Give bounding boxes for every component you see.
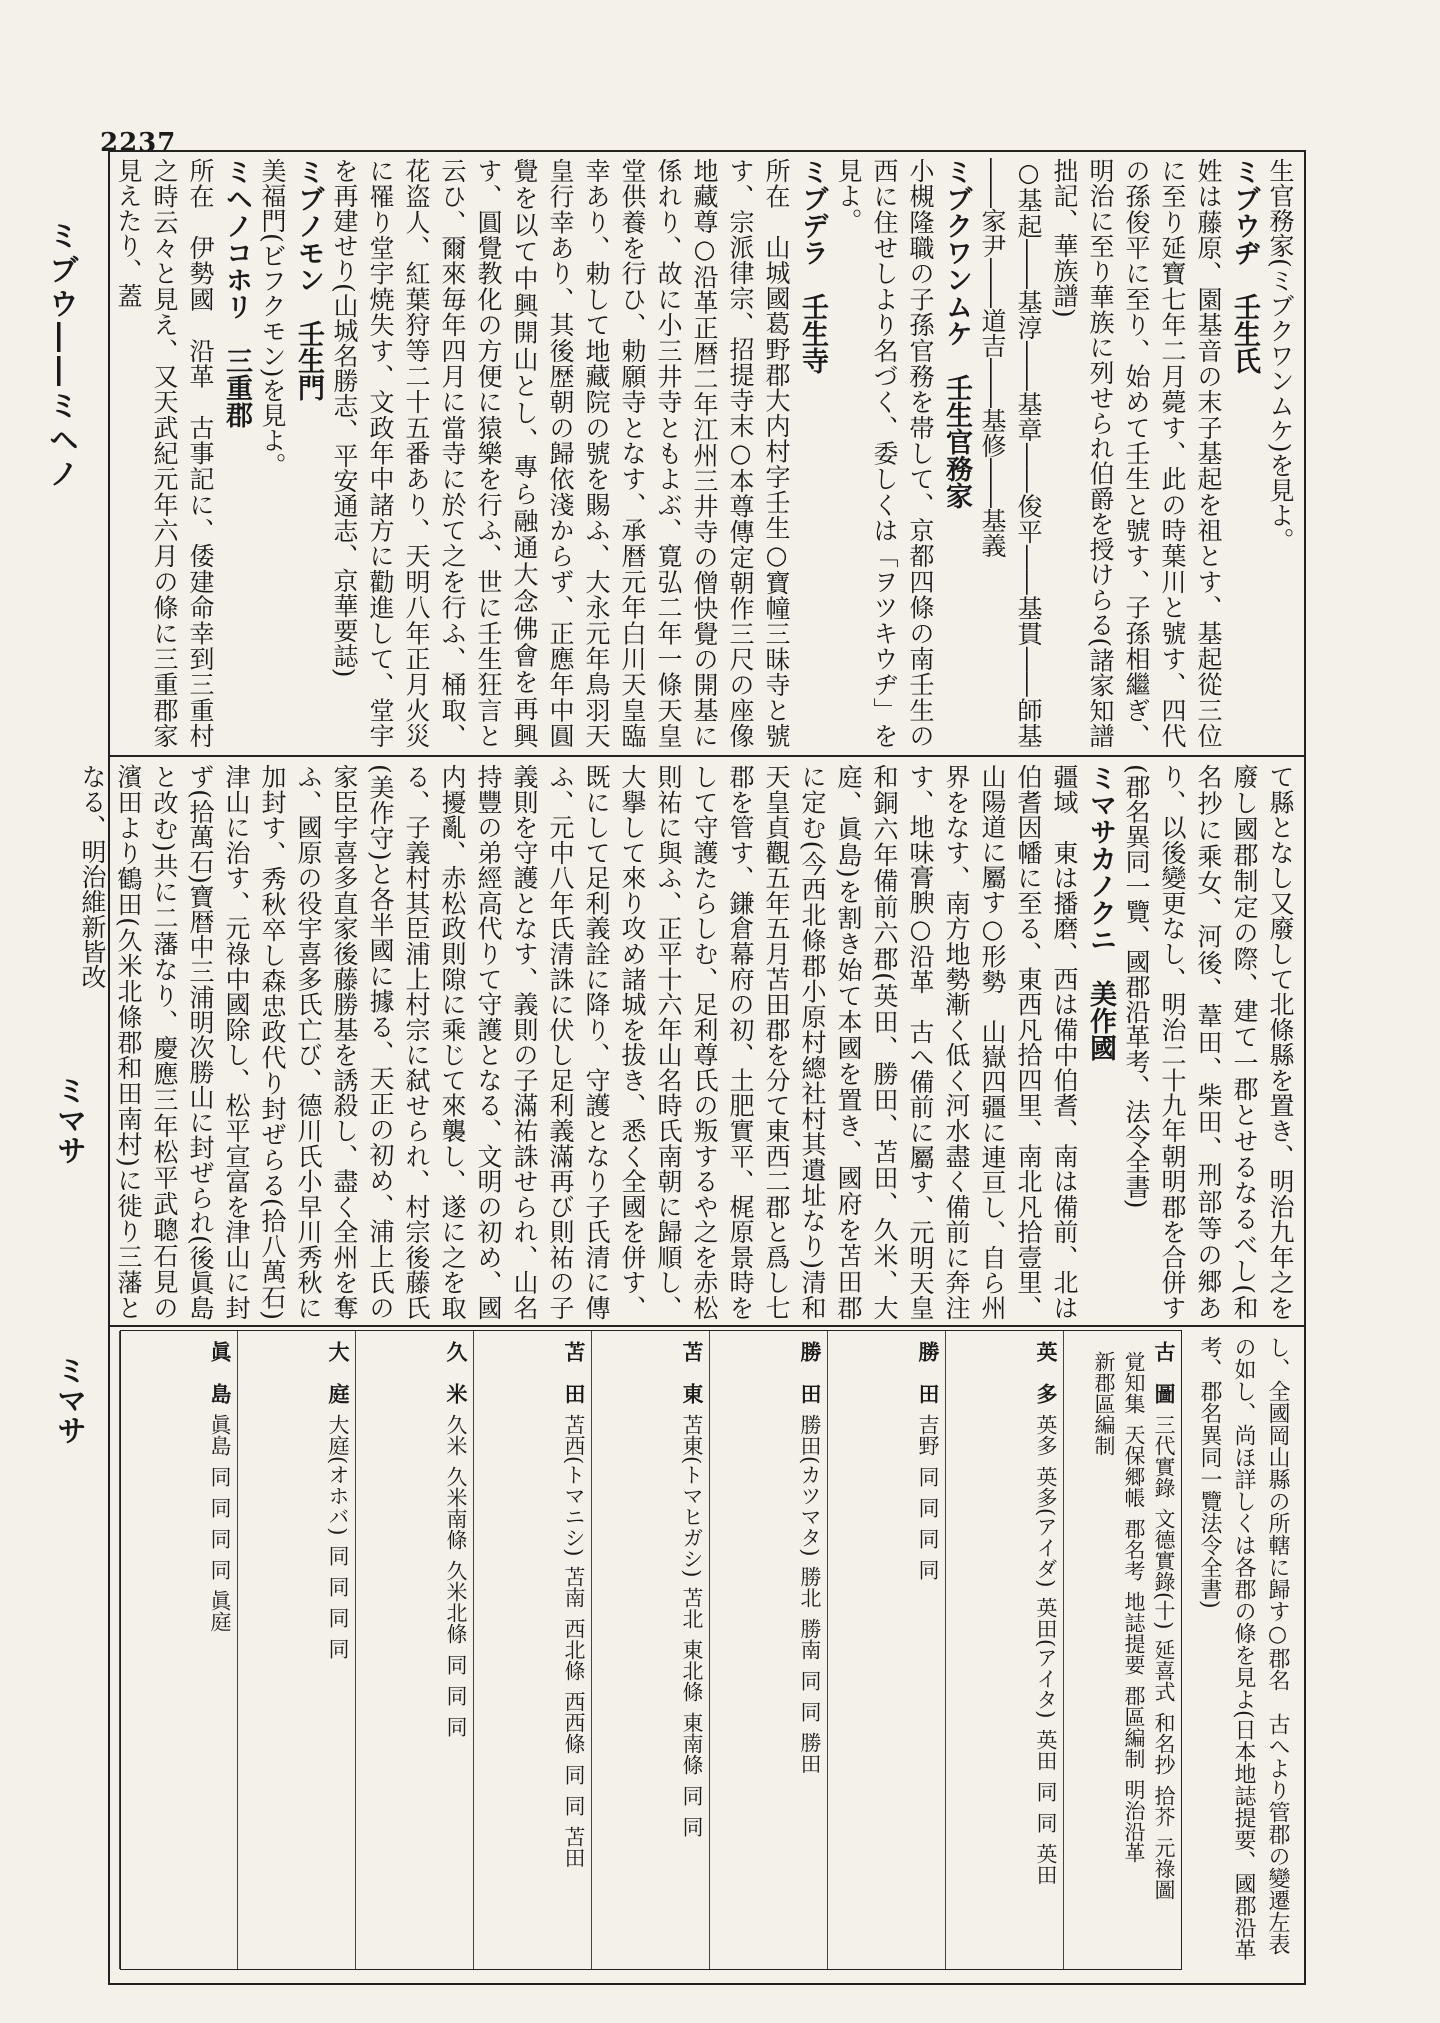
table-column-head: 古 圖 (1152, 1341, 1177, 1404)
table-note: し、全國岡山縣の所轄に歸す○郡名 古へより管郡の變遷左表の如し、尚ほ詳しくは各郡の條を見よ(日本地誌提要、國郡沿革考、郡名異同一覽法令全書) (1197, 1336, 1290, 1961)
running-head: ミブウ――ミヘノ (43, 220, 78, 492)
table-cell: 同 (680, 1785, 704, 1807)
table-column (591, 1331, 709, 1969)
top-entry-heading: ミヘノコホリ 三重郡 (221, 158, 252, 428)
table-cell: 久米南條 (444, 1466, 468, 1550)
table-cell: 眞島 (208, 1414, 232, 1456)
top-entry-text: 所在 山城國葛野郡大内村字壬生○寶幢三昧寺と號す、宗派律宗、招提寺末○本尊傳定朝作三尺の座像地藏尊○沿革正暦二年江州三井寺の僧快覺の開基に係れり、故に小三井寺ともよぶ、寛弘二年一條天皇堂供養を行ひ、勅願寺となす、承暦元年白川天皇臨幸あり、勅して地藏院の號を賜ふ、大永元年鳥羽天皇行幸あり、其後歴朝の歸依淺からず、正應年中圓覺を以て中興開山とし、專ら融通大念佛會を再興す、圓覺教化の方便に猿樂を行ふ、世に壬生狂言と云ひ、爾來毎年四月に當寺に於て之を行ふ、桶取、花盗人、紅葉狩等二十五番あり、天明八年正月火災に罹り堂宇焼失す、文政年中諸方に勸進して、堂宇を再建せり(山城名勝志、平安通志、京華要誌) (330, 158, 791, 749)
table-column (119, 1331, 237, 1969)
table-cell: 苫北 (680, 1587, 704, 1630)
table-cell: 同 (444, 1716, 468, 1737)
side-label-bottom: ミマサ (51, 1355, 86, 1445)
middle-section (78, 764, 1298, 1320)
table-cell: 同 (444, 1654, 468, 1675)
table-cell: 同 (444, 1685, 468, 1706)
table-cell: 文德實錄(十) (1152, 1508, 1176, 1630)
table-column-head: 眞 島 (208, 1341, 233, 1404)
table-cell: 地誌提要 (1122, 1591, 1146, 1675)
table-cell: 勝南 (798, 1618, 822, 1661)
table-cell: 苫東(トマヒガシ) (680, 1414, 704, 1578)
table-cell: 同 (798, 1670, 822, 1692)
county-table (120, 1330, 1182, 1970)
top-entry-heading: ミブクワンムケ 壬生官務家 (941, 158, 972, 509)
divider-top (108, 755, 1306, 757)
table-column (945, 1331, 1063, 1969)
table-cell: 同 (326, 1576, 350, 1598)
table-cell: 久米北條 (444, 1560, 468, 1644)
table-column-head: 苫 田 (562, 1341, 587, 1404)
table-cell: 苫南 (562, 1566, 586, 1609)
table-cell: 明治沿革 (1122, 1779, 1146, 1863)
side-label-top: ミマサ (51, 1075, 86, 1165)
table-cell: 英多 (1034, 1414, 1058, 1456)
table-cell: 英田(アイタ) (1034, 1597, 1058, 1719)
table-cell: 覚知集 (1122, 1351, 1146, 1414)
top-entry-heading: ミブノモン 壬生門 (293, 158, 324, 401)
middle-entry-heading: ミマサカノクニ 美作國 (1085, 764, 1116, 1061)
table-cell: 同 (916, 1466, 940, 1487)
table-column-head: 久 米 (444, 1341, 469, 1404)
table-cell: 同 (916, 1497, 940, 1518)
table-column (237, 1331, 355, 1969)
table-column-head: 勝 田 (916, 1341, 941, 1404)
table-cell: 東南條 (680, 1712, 704, 1776)
page-number: 2237 (100, 128, 177, 158)
table-cell: 同 (562, 1764, 586, 1786)
top-entry-text: ○基起――基淳――基章――俊平――基貫――師基――家尹――道吉――基修――基義 (978, 158, 1043, 748)
table-cell: 同 (1034, 1811, 1058, 1833)
top-entry-text: 美福門(ビフクモン)を見よ。 (258, 158, 287, 478)
table-cell: 同 (208, 1559, 232, 1580)
top-entry-heading: ミブデラ 壬生寺 (797, 158, 828, 374)
table-column-head: 英 多 (1034, 1341, 1059, 1404)
table-cell: 同 (916, 1528, 940, 1549)
table-column-head: 大 庭 (326, 1341, 351, 1404)
table-cell: 延喜式 (1152, 1639, 1176, 1703)
table-cell: 英田 (1034, 1728, 1058, 1771)
divider-middle (108, 1325, 1306, 1327)
table-cell: 勝田 (798, 1732, 822, 1775)
table-cell: 同 (326, 1607, 350, 1629)
table-column (355, 1331, 473, 1969)
table-column-head: 勝 田 (798, 1341, 823, 1404)
table-cell: 三代實錄 (1152, 1414, 1176, 1498)
table-cell: 同 (916, 1559, 940, 1580)
table-cell: 同 (208, 1466, 232, 1487)
top-entry-text: 姓は藤原、園基音の末子基起を祖とす、基起從三位に至り延寶七年二月薨す、此の時葉川と號す、四代の孫俊平に至り、始めて壬生と號す、子孫相繼ぎ、明治に至り華族に列せられ伯爵を授けらる(諸家知譜拙記、華族譜) (1050, 158, 1223, 748)
table-cell: 西西條 (562, 1691, 586, 1755)
top-section (114, 158, 1298, 749)
table-cell: 拾芥 (1152, 1785, 1176, 1828)
top-entry-text: 生官務家(ミブクワンムケ)を見よ。 (1266, 158, 1295, 553)
table-cell: 郡區編制 (1122, 1685, 1146, 1769)
top-entry-text: 所在 伊勢國 沿革 古事記に、倭建命幸到三重村之時云々と見え、又天武紀元年六月の條に三重郡家見えたり、蓋 (114, 158, 215, 749)
table-cell: 郡名考 (1122, 1518, 1146, 1581)
table-column-head: 苫 東 (680, 1341, 705, 1404)
table-cell: 同 (326, 1545, 350, 1567)
table-cell: 和名抄 (1152, 1712, 1176, 1776)
top-entry-heading: ミブウヂ 壬生氏 (1229, 158, 1260, 374)
table-cell: 吉野 (916, 1414, 940, 1456)
table-column (827, 1331, 945, 1969)
table-cell: 同 (562, 1795, 586, 1817)
table-cell: 同 (680, 1816, 704, 1838)
table-column (709, 1331, 827, 1969)
table-cell: 勝田(カツマタ) (798, 1414, 822, 1557)
top-entry-text: 小槻隆職の子孫官務を帯して、京都四條の南壬生の西に住せしより名づく、委しくは「ヲツキウヂ」を見よ。 (834, 158, 935, 748)
table-cell: 苫西(トマニシ) (562, 1414, 586, 1557)
table-cell: 同 (208, 1497, 232, 1518)
table-cell: 同 (798, 1701, 822, 1723)
table-column (473, 1331, 591, 1969)
table-cell: 東北條 (680, 1639, 704, 1703)
table-cell: 新郡區編制 (1092, 1351, 1116, 1456)
table-cell: 同 (326, 1638, 350, 1660)
table-cell: 勝北 (798, 1566, 822, 1609)
table-cell: 大庭(オホバ) (326, 1414, 350, 1536)
table-cell: 同 (1034, 1780, 1058, 1802)
table-cell: 同 (208, 1528, 232, 1549)
table-cell: 西北條 (562, 1618, 586, 1682)
table-cell: 英田 (1034, 1842, 1058, 1885)
table-cell: 眞庭 (208, 1590, 232, 1632)
table-cell: 苫田 (562, 1826, 586, 1869)
table-cell: 久米 (444, 1414, 468, 1456)
table-cell: 天保郷帳 (1122, 1424, 1146, 1508)
table-cell: 英多(アイダ) (1034, 1466, 1058, 1588)
table-column (1063, 1331, 1181, 1969)
middle-entry-text: て縣となし又廢して北條縣を置き、明治九年之を廢し國郡制定の際、建て一郡とせるなるべし(和名抄に乘女、河後、葦田、柴田、刑部等の郷あり、以後變更なし、明治二十九年朝明郡を合併す(郡名異同一覽、國郡沿革考、法令全書) (1122, 764, 1295, 1320)
table-cell: 元祿圖 (1152, 1837, 1176, 1901)
middle-entry-text: 疆域 東は播磨、西は備中伯耆、南は備前、北は伯耆因幡に至る、東西凡拾四里、南北凡拾壹里、山陽道に屬す○形勢 山嶽四疆に連亘し、自ら州界をなす、南方地勢漸く低く河水盡く備前に奔注す、地味膏腴○沿革 古へ備前に屬す、元明天皇和銅六年備前六郡(英田、勝田、苫田、久米、大庭、眞島)を割き始て本國を置き、國府を苫田郡に定む(今西北條郡小原村總社村其遺址なり)清和天皇貞觀五年五月苫田郡を分て東西二郡と爲し七郡を管す、鎌倉幕府の初、土肥實平、梶原景時をして守護たらしむ、足利尊氏の叛するや之を赤松則祐に與ふ、正平十六年山名時氏南朝に歸順し、大擧して來り攻め諸城を拔き、悉く全國を併す、既にして足利義詮に降り、守護となり子氏清に傳ふ、元中八年氏清誅に伏し足利義滿再び則祐の子義則を守護となす、義則の子滿祐誅せられ、山名持豐の弟經高代りて守護となる、文明の初め、國内擾亂、赤松政則隙に乘じて來襲し、遂に之を取る、子義村其臣浦上村宗に弑せられ、村宗後藤氏(美作守)と各半國に據る、天正の初め、浦上氏の家臣宇喜多直家後藤勝基を誘殺し、盡く全州を奪ふ、國原の役宇喜多氏亡び、德川氏小早川秀秋に加封す、秀秋卒し森忠政代り封ぜらる(拾八萬石)津山に治す、元祿中國除し、松平宣富を津山に封ず(拾萬石)寶暦中三浦明次勝山に封ぜられ(後眞島と改む)共に二藩なり、慶應三年松平武聰石見の濱田より鶴田(久米北條郡和田南村)に徙り三藩となる、明治維新皆改 (78, 764, 1079, 1320)
